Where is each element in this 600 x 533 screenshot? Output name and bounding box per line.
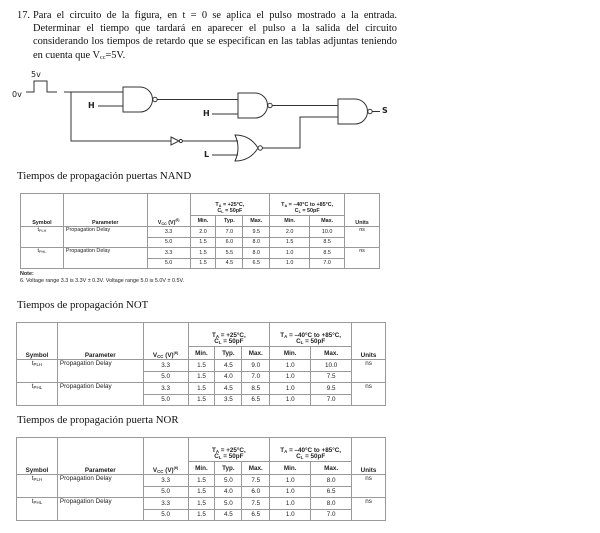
nand3-bubble — [368, 109, 372, 113]
cl-range-post: = 50pF — [303, 338, 326, 346]
vcc-cell: 5.0 — [143, 509, 188, 521]
vcc-cell: 5.0 — [143, 394, 188, 406]
header-min2: Min. — [270, 462, 311, 475]
symbol-cell — [21, 248, 64, 269]
group-range-line2 — [270, 454, 351, 461]
problem-text — [33, 9, 397, 65]
max-cell: 7.5 — [242, 498, 270, 510]
min-cell: 1.5 — [188, 371, 215, 383]
units-cell: ns — [345, 227, 380, 248]
branch-wire — [71, 92, 171, 141]
symbol-t: t — [37, 248, 40, 254]
header-symbol: Symbol — [17, 323, 58, 360]
nand1-input-label: H — [88, 101, 95, 110]
vcc-sub: CC — [157, 469, 164, 474]
table-body — [21, 227, 380, 269]
ta-25c-sub: A — [218, 204, 222, 209]
parameter-cell: Propagation Delay — [57, 383, 143, 406]
problem-statement — [17, 9, 397, 65]
vcc-cell: 3.3 — [143, 360, 188, 372]
ta-range-post: = –40°C to +85°C, — [287, 202, 334, 209]
symbol-sub: PLH — [39, 229, 47, 233]
typ-cell: 5.0 — [215, 475, 242, 487]
nand-note — [20, 271, 184, 285]
max-cell: 9.5 — [243, 227, 270, 238]
table-row — [17, 475, 386, 487]
output-label: S — [382, 106, 388, 115]
cl-range-sub: L — [298, 210, 301, 215]
nand1-bubble — [153, 97, 157, 101]
typ-cell: 5.0 — [215, 498, 242, 510]
min2-cell: 1.0 — [270, 394, 311, 406]
min-cell: 1.5 — [188, 475, 215, 487]
table-row — [21, 227, 380, 238]
parameter-cell: Propagation Delay — [57, 498, 143, 521]
not-gate — [171, 137, 179, 145]
min-cell: 1.5 — [190, 237, 216, 248]
header-min: Min. — [190, 216, 216, 227]
parameter-cell: Propagation Delay — [63, 248, 147, 269]
vcc-cell: 3.3 — [147, 227, 190, 238]
ta-25c-post: = +25°C, — [219, 331, 246, 339]
table-row — [21, 248, 380, 259]
header-vcc — [143, 438, 188, 475]
min-cell: 1.5 — [190, 258, 216, 269]
header-min2: Min. — [270, 216, 310, 227]
max2-cell: 7.5 — [311, 371, 352, 383]
cl-range-post: = 50pF — [300, 208, 320, 215]
min2-cell: 1.0 — [270, 360, 311, 372]
cl-25c-post: = 50pF — [221, 338, 244, 346]
nor-input-label: L — [204, 150, 210, 159]
min2-cell: 1.0 — [270, 371, 311, 383]
header-typ: Typ. — [215, 347, 242, 360]
group-25c-line2 — [191, 209, 270, 215]
vcc-unit: (V) — [163, 352, 174, 359]
symbol-t: t — [31, 498, 34, 505]
typ-cell: 4.5 — [215, 509, 242, 521]
header-group-range — [270, 194, 345, 216]
min2-cell: 1.0 — [270, 475, 311, 487]
problem-text-main: Para el circuito de la figura, en t = 0 se aplica el pulso mostrado a la entrada. Determinar el tiempo que tardará en aparecer el pulso a la salida del circuito considerando los tiempos de retardo que se especifican en las tablas adjuntas teniendo en cuenta que V — [33, 10, 397, 61]
typ-cell: 4.5 — [216, 258, 243, 269]
symbol-sub: PLH — [33, 362, 43, 367]
typ-cell: 7.0 — [216, 227, 243, 238]
symbol-sub: PLH — [33, 477, 43, 482]
nand-table — [20, 193, 380, 269]
vcc-v: V — [157, 220, 162, 226]
vcc-v: V — [152, 467, 158, 474]
table-row — [17, 360, 386, 372]
symbol-sub: PHL — [33, 500, 43, 505]
ta-range-sub: A — [284, 204, 288, 209]
cl-25c-main: C — [214, 338, 219, 346]
nand3-gate — [338, 99, 368, 124]
vcc-sub: CC — [157, 354, 164, 359]
max2-cell: 6.5 — [311, 486, 352, 498]
symbol-cell — [21, 227, 64, 248]
max2-cell: 7.0 — [311, 394, 352, 406]
max-cell: 6.0 — [242, 486, 270, 498]
typ-cell: 4.0 — [215, 371, 242, 383]
ta-25c-post: = +25°C, — [221, 202, 245, 209]
symbol-sub: PHL — [39, 250, 47, 254]
max2-cell: 8.5 — [310, 248, 345, 259]
table-header — [21, 194, 380, 227]
symbol-cell — [17, 360, 58, 383]
max-cell: 6.5 — [242, 509, 270, 521]
typ-cell: 4.5 — [215, 360, 242, 372]
nand2-input-label: H — [203, 109, 210, 118]
pulse-high-label: 5v — [31, 70, 41, 79]
cl-25c-post: = 50pF — [221, 453, 244, 461]
ta-range-sub: A — [284, 448, 288, 454]
units-cell: ns — [352, 475, 386, 498]
header-row-1 — [21, 194, 380, 216]
header-row-1 — [17, 438, 386, 462]
ta-range-post: = –40°C to +85°C, — [287, 331, 342, 339]
cl-range-post: = 50pF — [303, 453, 326, 461]
typ-cell: 4.5 — [215, 383, 242, 395]
symbol-t: t — [31, 475, 34, 482]
max2-cell: 10.0 — [311, 360, 352, 372]
vcc-unit: (V) — [163, 467, 174, 474]
cl-25c-sub: L — [221, 210, 224, 215]
group-25c-line2 — [189, 339, 270, 346]
ta-25c-main: T — [215, 202, 219, 209]
min-cell: 1.5 — [188, 394, 215, 406]
min-cell: 1.5 — [188, 498, 215, 510]
nand-section-title: Tiempos de propagación puertas NAND — [17, 170, 192, 182]
vcc-cell: 3.3 — [143, 498, 188, 510]
min2-cell: 2.0 — [270, 227, 310, 238]
units-cell: ns — [352, 498, 386, 521]
ta-range-post: = –40°C to +85°C, — [287, 446, 342, 454]
circuit-diagram — [0, 66, 400, 170]
header-group-range — [270, 323, 352, 347]
min-cell: 1.5 — [190, 248, 216, 259]
header-group-range — [270, 438, 352, 462]
vcc-cell: 3.3 — [143, 475, 188, 487]
vcc-cell: 3.3 — [147, 248, 190, 259]
min2-cell: 1.0 — [270, 509, 311, 521]
ta-25c-post: = +25°C, — [219, 446, 246, 454]
vcc-v: V — [152, 352, 158, 359]
ta-25c-sub: A — [215, 448, 220, 454]
max-cell: 6.5 — [243, 258, 270, 269]
nor-section-title: Tiempos de propagación puerta NOR — [17, 414, 179, 426]
header-max: Max. — [242, 347, 270, 360]
typ-cell: 4.0 — [215, 486, 242, 498]
min2-cell: 1.0 — [270, 383, 311, 395]
note-text: 6. Voltage range 3.3 is 3.3V ± 0.3V. Voltage range 5.0 is 5.0V ± 0.5V. — [20, 278, 185, 284]
nand1-gate — [123, 87, 152, 112]
cl-25c-main: C — [214, 453, 219, 461]
min2-cell: 1.0 — [270, 498, 311, 510]
cl-range-sub: L — [300, 340, 304, 346]
header-parameter: Parameter — [57, 323, 143, 360]
max2-cell: 10.0 — [310, 227, 345, 238]
header-vcc — [147, 194, 190, 227]
header-symbol: Symbol — [17, 438, 58, 475]
pulse-low-label: 0v — [12, 90, 22, 99]
vcc-unit: (V) — [166, 220, 176, 226]
table-body — [17, 360, 386, 406]
min-cell: 1.5 — [188, 360, 215, 372]
max-cell: 8.0 — [243, 237, 270, 248]
min2-cell: 1.0 — [270, 486, 311, 498]
vcc-cell: 3.3 — [143, 383, 188, 395]
header-max2: Max. — [310, 216, 345, 227]
header-typ: Typ. — [216, 216, 243, 227]
circuit-svg — [0, 66, 400, 170]
vcc-sub: CC — [161, 222, 167, 226]
symbol-t: t — [31, 360, 34, 367]
parameter-cell: Propagation Delay — [57, 475, 143, 498]
nor-table — [16, 437, 386, 521]
nor-gate — [235, 135, 258, 161]
header-units: Units — [352, 438, 386, 475]
group-range-line2 — [270, 209, 344, 215]
vcc-footnote: (6) — [173, 466, 179, 470]
symbol-t: t — [37, 227, 40, 233]
symbol-cell — [17, 498, 58, 521]
symbol-cell — [17, 383, 58, 406]
header-group-25c — [190, 194, 270, 216]
cl-range-main: C — [296, 453, 301, 461]
table-row — [17, 498, 386, 510]
max-cell: 7.5 — [242, 475, 270, 487]
min2-cell: 1.5 — [270, 237, 310, 248]
ta-range-sub: A — [284, 333, 288, 339]
header-units: Units — [352, 323, 386, 360]
header-parameter: Parameter — [57, 438, 143, 475]
cl-range-main: C — [296, 338, 301, 346]
cl-25c-sub: L — [218, 455, 222, 461]
header-max: Max. — [242, 462, 270, 475]
not-section-title: Tiempos de propagación NOT — [17, 299, 149, 311]
units-cell: ns — [352, 383, 386, 406]
header-group-25c — [188, 438, 270, 462]
input-pulse-waveform — [26, 81, 57, 92]
min2-cell: 1.0 — [270, 248, 310, 259]
nand2-gate — [238, 93, 268, 118]
max2-cell: 7.0 — [311, 509, 352, 521]
vcc-cell: 5.0 — [147, 258, 190, 269]
units-cell: ns — [345, 248, 380, 269]
max2-cell: 8.5 — [310, 237, 345, 248]
cl-range-main: C — [294, 208, 299, 215]
min2-cell: 1.0 — [270, 258, 310, 269]
vcc-cell: 5.0 — [147, 237, 190, 248]
min-cell: 1.5 — [188, 486, 215, 498]
header-group-25c — [188, 323, 270, 347]
vcc-cell: 5.0 — [143, 371, 188, 383]
ta-range-main: T — [281, 202, 285, 209]
cl-25c-sub: L — [218, 340, 222, 346]
max-cell: 8.5 — [242, 383, 270, 395]
typ-cell: 5.5 — [216, 248, 243, 259]
max-cell: 8.0 — [243, 248, 270, 259]
header-vcc — [143, 323, 188, 360]
parameter-cell: Propagation Delay — [63, 227, 147, 248]
max-cell: 6.5 — [242, 394, 270, 406]
typ-cell: 3.5 — [215, 394, 242, 406]
header-min2: Min. — [270, 347, 311, 360]
min-cell: 1.5 — [188, 383, 215, 395]
symbol-cell — [17, 475, 58, 498]
header-row-1 — [17, 323, 386, 347]
ta-range-main: T — [280, 446, 285, 454]
max-cell: 7.0 — [242, 371, 270, 383]
vcc-cell: 5.0 — [143, 486, 188, 498]
symbol-sub: PHL — [33, 385, 43, 390]
typ-cell: 6.0 — [216, 237, 243, 248]
symbol-t: t — [31, 383, 34, 390]
table-header — [17, 438, 386, 475]
group-range-line2 — [270, 339, 351, 346]
max2-cell: 8.0 — [311, 498, 352, 510]
not-table — [16, 322, 386, 406]
header-max2: Max. — [311, 347, 352, 360]
header-max2: Max. — [311, 462, 352, 475]
header-min: Min. — [188, 462, 215, 475]
table-header — [17, 323, 386, 360]
note-heading: Note: — [20, 271, 34, 277]
group-25c-line2 — [189, 454, 270, 461]
header-typ: Typ. — [215, 462, 242, 475]
vcc-footnote: (6) — [173, 351, 179, 355]
problem-text-sub: cc — [100, 54, 106, 61]
nor-bubble — [258, 146, 262, 150]
header-parameter: Parameter — [63, 194, 147, 227]
table-row — [17, 383, 386, 395]
max2-cell: 8.0 — [311, 475, 352, 487]
max2-cell: 9.5 — [311, 383, 352, 395]
header-units: Units — [345, 194, 380, 227]
ta-25c-sub: A — [215, 333, 220, 339]
header-max: Max. — [243, 216, 270, 227]
ta-25c-main: T — [212, 446, 216, 454]
problem-number: 17. — [17, 10, 30, 21]
not-bubble — [179, 139, 182, 142]
cl-25c-post: = 50pF — [223, 208, 243, 215]
cl-25c-main: C — [217, 208, 222, 215]
max-cell: 9.0 — [242, 360, 270, 372]
ta-25c-main: T — [212, 331, 216, 339]
table-body — [17, 475, 386, 521]
units-cell: ns — [352, 360, 386, 383]
cl-range-sub: L — [300, 455, 304, 461]
parameter-cell: Propagation Delay — [57, 360, 143, 383]
nand2-bubble — [268, 103, 272, 107]
nor-output-wire — [262, 117, 338, 148]
min-cell: 2.0 — [190, 227, 216, 238]
vcc-footnote: (6) — [175, 218, 180, 222]
min-cell: 1.5 — [188, 509, 215, 521]
problem-text-end: =5V. — [105, 49, 126, 61]
ta-range-main: T — [280, 331, 285, 339]
max2-cell: 7.0 — [310, 258, 345, 269]
header-symbol: Symbol — [21, 194, 64, 227]
header-min: Min. — [188, 347, 215, 360]
